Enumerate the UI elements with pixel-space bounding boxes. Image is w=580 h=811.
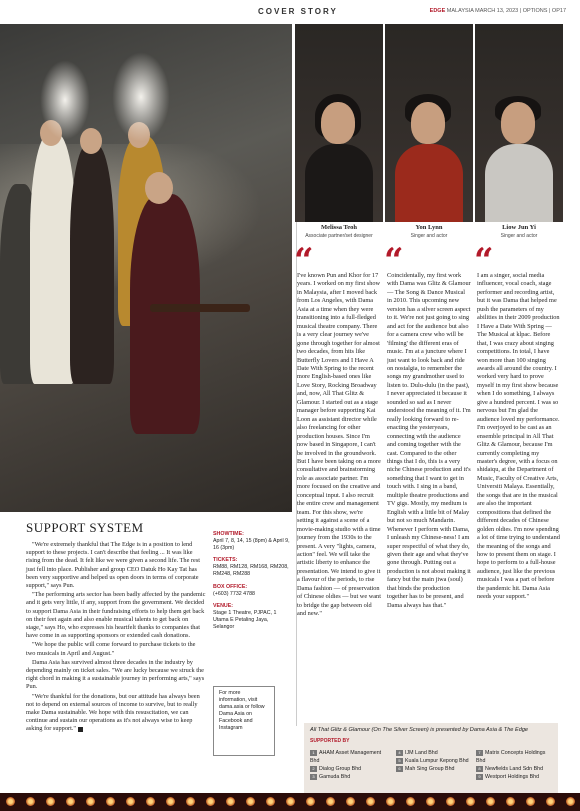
marquee-bulb-icon (66, 797, 75, 806)
quote-column-yon: Coincidentally, my first work with Dama was Glitz & Glamour — The Song & Dance Musical in 2010. This upcoming new version has a silver screen aspect to it. We're not just going to sing and act for the audience but also for a camera crew who will be 'filming' the different eras of music. I'm at a juncture where I just want to look back and ride on nostalgia, to remember the songs my grandmother used to listen to. Dulu-dulu (in the past), I never appreciated it because it sounded so sad as I never understood the meaning of it. I'm really looking forward to re-enacting the yesteryears, connecting with the audience and coming together with the cast. Compared to the other things that I do, this is a very niche Chinese production and it's something that I want to get in touch with. I sing in a band, multiple theatre productions and TV gigs. Mostly, my medium is English with a little bit of Malay but not so much Mandarin. Whenever I perform with Dama, I unleash my Chinese-ness! I am super respectful of what they do, given their age and what they've gone through. Putting out a production is not about making it fancy but the main jiwa (soul) that binds the production together has to be present, and Dama always has that." (387, 272, 471, 609)
marquee-bulb-icon (406, 797, 415, 806)
portrait-yon-lynn (385, 24, 473, 222)
marquee-bulb-icon (446, 797, 455, 806)
portrait-liow-jun-yi (475, 24, 563, 222)
sponsor-item: 4 IJM Land Bhd (396, 749, 476, 757)
cast-photo (0, 24, 292, 512)
portrait-role: Singer and actor (500, 233, 538, 239)
marquee-bulb-icon (186, 797, 195, 806)
marquee-bulb-icon (566, 797, 575, 806)
sponsor-item: 8 Newfields Land Sdn Bhd (476, 765, 556, 773)
paragraph: "We're extremely thankful that The Edge is in a position to lend support to these projects. I can't describe that feeling ... It was like rising from the dead. It felt like we were given a second life. The rest just fell into place. Publisher and group CEO Datuk Ho Kay Tat has been very supportive and helped us open doors in terms of corporate support," says Pun. (26, 541, 201, 590)
marquee-bulb-icon (306, 797, 315, 806)
marquee-bulb-icon (146, 797, 155, 806)
venue-value: Stage 1 Theatre, PJPAC, 1 Utama E Petaling Jaya, Selangor (213, 609, 277, 631)
marquee-bulb-icon (206, 797, 215, 806)
marquee-bulb-icon (546, 797, 555, 806)
sponsor-item: 2 Dialog Group Bhd (310, 765, 390, 773)
sponsor-item: 6 Mah Sing Group Bhd (396, 765, 476, 773)
marquee-bulb-icon (226, 797, 235, 806)
sponsor-item: 7 Matrix Concepts Holdings Bhd (476, 750, 546, 764)
marquee-bulb-icon (386, 797, 395, 806)
marquee-bulb-icon (26, 797, 35, 806)
portrait-role: Singer and actor (410, 233, 448, 239)
quote-mark: “ (384, 241, 404, 281)
marquee-bulb-icon (326, 797, 335, 806)
marquee-bulb-icon (166, 797, 175, 806)
sponsor-column (476, 749, 556, 781)
marquee-bulb-icon (346, 797, 355, 806)
sponsor-item: 3 Gamuda Bhd (310, 773, 390, 781)
showtime-value: April 7, 8, 14, 15 (8pm) & April 9, 16 (3pm) (213, 538, 290, 552)
marquee-bulb-icon (426, 797, 435, 806)
marquee-bulb-icon (486, 797, 495, 806)
marquee-bulb-icon (266, 797, 275, 806)
portrait-name: Liow Jun Yi (502, 224, 536, 231)
venue-heading: VENUE: (213, 602, 234, 609)
paragraph: "We're thankful for the donations, but our attitude has always been not to depend on external sources of income to survive, but to really make Dama sustainable. We hope with this resuscitation, we can continue and sustain our operations as it's not always wise to keep asking for support." (26, 692, 200, 733)
more-info-box: For more information, visit dama.asia or follow Dama Asia on Facebook and Instagram (213, 686, 275, 756)
page-header (0, 0, 580, 24)
quote-mark: “ (474, 241, 494, 281)
sponsor-column (310, 749, 390, 781)
box-office-value: (+603) 7732 4788 (213, 590, 255, 597)
support-system-heading: SUPPORT SYSTEM (26, 520, 144, 535)
portrait-name: Melissa Teoh (321, 224, 357, 231)
marquee-bulb-icon (6, 797, 15, 806)
paragraph: "The performing arts sector has been badly affected by the pandemic and it gets very little, if any, support from the government. We decided to support Dama Asia in their fundraising efforts to help them get back on their feet again and also enable musical talents to get back on stage," says Ho, who expresses his heartfelt thanks to companies that have come in as supporting sponsors or extended cash donations. (26, 591, 206, 640)
show-info (213, 531, 291, 631)
marquee-bulb-icon (466, 797, 475, 806)
masthead (430, 8, 566, 14)
tickets-value: RM88, RM128, RM168, RM208, RM248, RM288 (213, 564, 289, 578)
portrait-role: Associate partner/set designer (305, 233, 373, 239)
quote-column-melissa: I've known Pun and Khor for 17 years. I worked on my first show in Malaysia, after I moved back from Los Angeles, with Dama Asia at a time when they were transitioning into a full-fledged musical theatre company. There is a very clear journey we've gone through together for almost two decades, from hits like Butterfly Lovers and I Have A Date With Spring to the recent more English-based ones like Love Story, Rocking Broadway and, now, All That Glitz & Glamour. I started out as a stage manager before supporting Kai Loon as assistant director while also freelancing for other production houses. Since I'm now based in Singapore, I can't be involved in the groundwork. But I have been taking on a more consultative and brainstorming role as associate partner. I'm more focused on the creative and conceptual input. I also recruit the entire crew and management team. For this show, we're setting it against a scene of a movie-making studio with a time journey from the 1930s to the present. A very "lights, camera, action" feel. We will take the artistic liberty to enhance the presentation. We intend to give it a flavour of the periods, to rise Dama fashion — of preservation of Chinese oldies — but we want to bridge the gap between old and new." (297, 272, 381, 618)
end-mark-icon (78, 727, 83, 732)
sponsor-item: 5 Kuala Lumpur Kepong Bhd (396, 757, 476, 765)
paragraph: Dama Asia has survived almost three decades in the industry by depending mainly on ticket sales. "We are lucky because we struck the right chord in making it a sustainable journey in performing arts," says Pun. (26, 658, 205, 691)
support-system-body (26, 541, 206, 735)
masthead-brand: EDGE (429, 8, 446, 14)
tickets-heading: TICKETS: (213, 557, 238, 564)
marquee-bulb-icon (246, 797, 255, 806)
portrait-melissa-teoh (295, 24, 383, 222)
paragraph: "We hope the public will come forward to purchase tickets to the two musicals in April and August." (26, 641, 196, 657)
section-label: COVER STORY (258, 7, 338, 16)
sponsor-subtitle: SUPPORTED BY (310, 738, 350, 744)
quote-mark: “ (294, 241, 314, 281)
marquee-bulb-icon (366, 797, 375, 806)
sponsor-item: 1 AHAM Asset Management Bhd (310, 750, 382, 764)
marquee-bulb-icon (126, 797, 135, 806)
marquee-bulb-icon (46, 797, 55, 806)
marquee-lights-footer (0, 793, 580, 811)
portrait-name: Yon Lynn (415, 224, 443, 231)
box-office-heading: BOX OFFICE: (213, 583, 248, 590)
marquee-bulb-icon (506, 797, 515, 806)
quote-column-liow: I am a singer, social media influencer, vocal coach, stage performer and recording artist, but it was Dama that helped me push the parameters of my abilities in their 2009 production I Have a Date With Spring — The Musical at klpac. Before that, I was crazy about singing competitions. In total, I have won more than 100 singing awards all around the country. I worked very hard to prove myself in my first show because when I do something, I always give a hundred percent. I was so nervous but I'm glad the audience loved my performance. I'm overjoyed to be cast as an ensemble principal in All That Glitz & Glamour, because I'm currently completing my master's degree, with a focus on shidaiqu, at the Department of Music, Faculty of Creative Arts, Universiti Malaya. Essentially, the songs that are in the musical are also the important compositions that defined the different decades of Chinese golden oldies. I'm now spending a lot of time trying to understand the meaning of the songs and how to present them on stage. I hope to perform to a full-house audience, just like the previous musicals I was a part of before the pandemic hit. Dama Asia needs your support." (477, 272, 560, 601)
sponsor-column (396, 749, 476, 773)
sponsor-box (304, 723, 558, 803)
masthead-text: MALAYSIA MARCH 13, 2023 | OPTIONS | OP17 (446, 8, 566, 14)
marquee-bulb-icon (526, 797, 535, 806)
marquee-bulb-icon (86, 797, 95, 806)
marquee-bulb-icon (286, 797, 295, 806)
showtime-heading: SHOWTIME: (213, 531, 244, 537)
marquee-bulb-icon (106, 797, 115, 806)
sponsor-title: All That Glitz & Glamour (On The Silver Screen) is presented by Dama Asia & The Edge (310, 727, 529, 733)
sponsor-item: 9 Westport Holdings Bhd (476, 773, 556, 781)
